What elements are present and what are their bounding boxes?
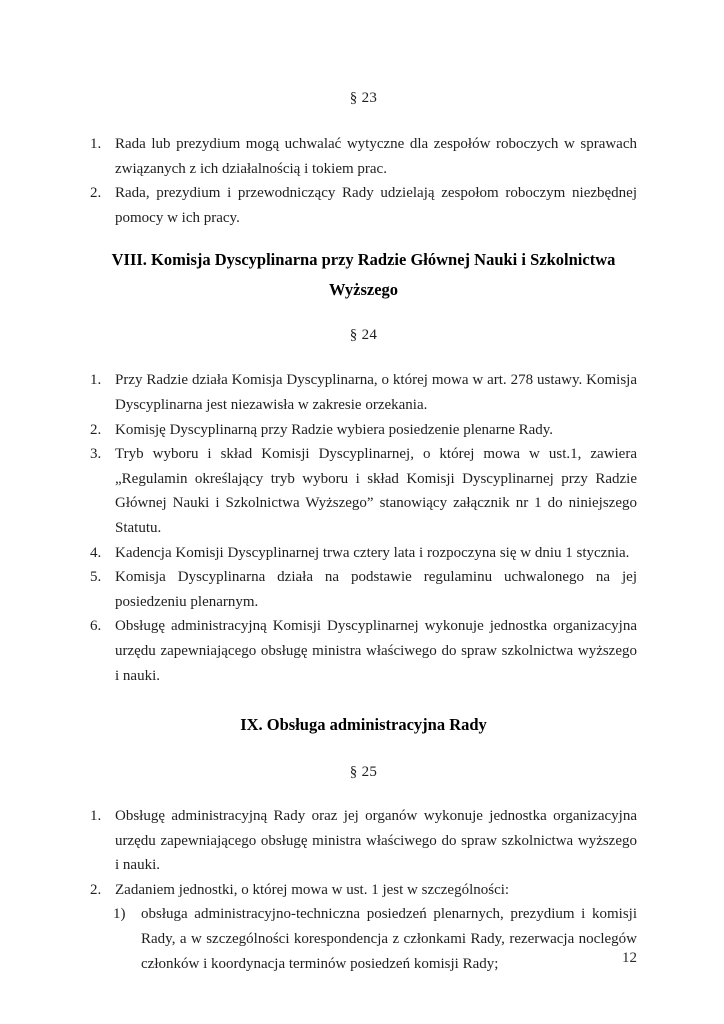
section-24-list [90,368,637,688]
sub-list-item-marker: 1) [113,906,126,923]
list-item-text: Komisję Dyscyplinarną przy Radzie wybiera posiedzenie plenarne Rady. [115,421,554,438]
list-item [90,132,637,181]
chapter-9-heading: IX. Obsługa administracyjna Rady [240,715,487,735]
page-number: 12 [622,950,637,966]
section-23-list [90,132,637,230]
document-content [90,86,637,976]
section-23-label: § 23 [349,90,378,106]
list-item [90,804,637,878]
list-item [90,368,637,417]
list-item-text: Tryb wyboru i skład Komisji Dyscyplinarnej, o której mowa w ust.1, zawiera „Regulamin określający tryb wyboru i skład Komisji Dyscyplinarnej przy Radzie Głównej Nauki i Szkolnictwa Wyższego” stanowiący załącznik nr 1 do niniejszego Statutu. [115,446,637,536]
sub-list-item-text: obsługa administracyjno-techniczna posiedzeń plenarnych, prezydium i komisji Rady, a w szczególności korespondencja z członkami Rady, rezerwacja noclegów członków i koordynacja terminów posiedzeń komisji Rady; [141,906,637,972]
list-item-marker: 1. [90,808,102,825]
list-item-marker: 2. [90,421,102,438]
list-item-marker: 3. [90,446,102,463]
list-item [90,614,637,688]
list-item-marker: 2. [90,881,102,898]
list-item [90,541,637,566]
list-item [90,418,637,443]
list-item-marker: 2. [90,185,102,202]
list-item-text: Obsługę administracyjną Rady oraz jej organów wykonuje jednostka organizacyjna urzędu zapewniającego obsługę ministra właściwego do spraw szkolnictwa wyższego i nauki. [115,808,637,874]
list-item [90,181,637,230]
list-item-text: Kadencja Komisji Dyscyplinarnej trwa cztery lata i rozpoczyna się w dniu 1 stycznia. [115,544,630,561]
list-item-text: Rada lub prezydium mogą uchwalać wytyczne dla zespołów roboczych w sprawach związanych z ich działalnością i tokiem prac. [115,136,637,177]
list-item-marker: 1. [90,372,102,389]
list-item-text: Rada, prezydium i przewodniczący Rady udzielają zespołom roboczym niezbędnej pomocy w ich pracy. [115,185,637,226]
list-item [90,442,637,540]
sub-list-item [113,902,637,976]
chapter-8-heading: VIII. Komisja Dyscyplinarna przy Radzie Głównej Nauki i Szkolnictwa Wyższego [111,250,616,300]
list-item-text: Zadaniem jednostki, o której mowa w ust. 1 jest w szczególności: [115,881,510,898]
list-item-text: Obsługę administracyjną Komisji Dyscyplinarnej wykonuje jednostka organizacyjna urzędu zapewniającego obsługę ministra właściwego do spraw szkolnictwa wyższego i nauki. [115,618,637,684]
section-25-label: § 25 [349,764,378,781]
list-item-text: Przy Radzie działa Komisja Dyscyplinarna, o której mowa w art. 278 ustawy. Komisja Dyscyplinarna jest niezawisła w zakresie orzekania. [115,372,637,413]
list-item-marker: 5. [90,569,102,586]
list-item-marker: 6. [90,618,102,635]
list-item [90,878,637,903]
list-item [90,565,637,614]
section-24-label: § 24 [349,327,378,344]
list-item-text: Komisja Dyscyplinarna działa na podstawie regulaminu uchwalonego na jej posiedzeniu plenarnym. [115,569,637,610]
list-item-marker: 1. [90,136,102,152]
list-item-marker: 4. [90,544,102,561]
section-25-list [90,804,637,976]
